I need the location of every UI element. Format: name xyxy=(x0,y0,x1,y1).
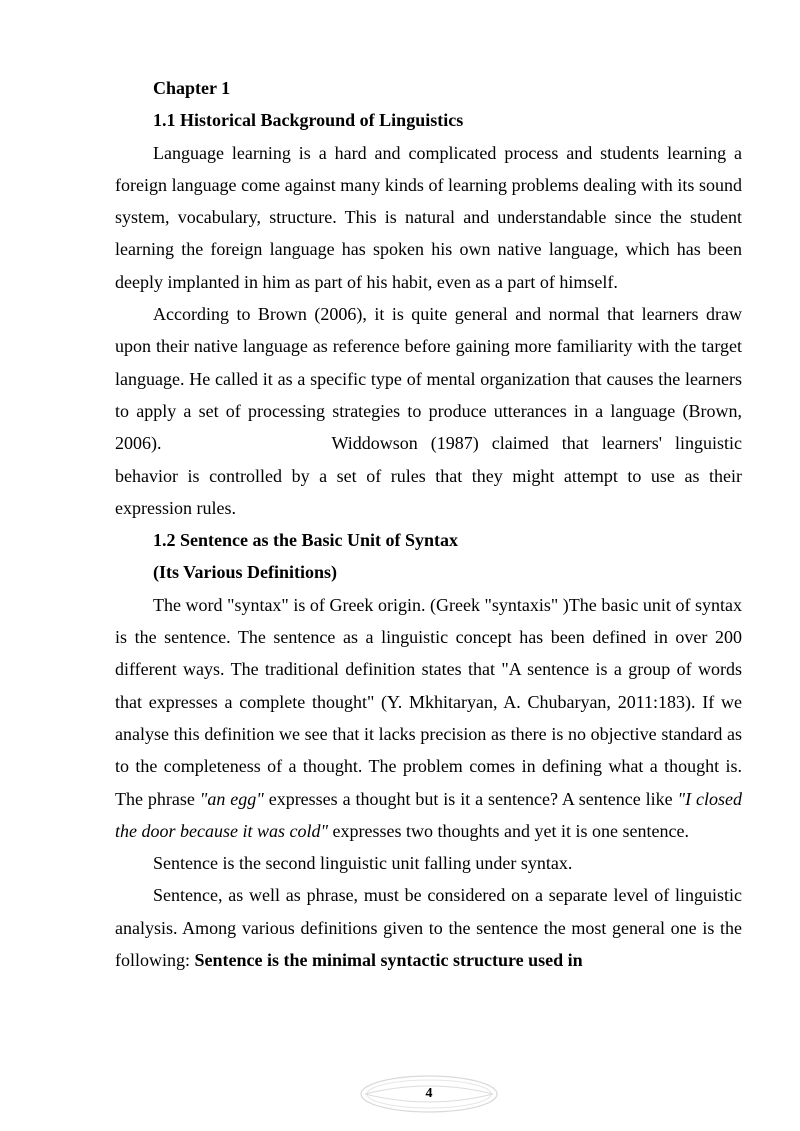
paragraph-3-part-2: expresses a thought but is it a sentence? A sentence like xyxy=(263,788,678,809)
section-2-heading: 1.2 Sentence as the Basic Unit of Syntax xyxy=(153,530,458,551)
paragraph-3-part-1: The word "syntax" is of Greek origin. (Greek "syntaxis" )The basic unit of syntax is the sentence. The sentence as a linguistic concept has been defined in over 200 different ways. The traditional definition states that "A sentence is a group of words that expresses a complete thought" (Y. Mkhitaryan, A. Chubaryan, 2011:183). If we analyse this definition we see that it lacks precision as there is no objective standard as to the completeness of a thought. The problem comes in defining what a thought is. The phrase xyxy=(115,594,742,809)
paragraph-2 xyxy=(115,298,742,524)
paragraph-3-italic-1: "an egg" xyxy=(199,788,264,809)
chapter-heading: Chapter 1 xyxy=(153,78,231,98)
section-1-heading: 1.1 Historical Background of Linguistics xyxy=(153,110,464,131)
paragraph-1: Language learning is a hard and complicated process and students learning a foreign language come against many kinds of learning problems dealing with its sound system, vocabulary, structure. This is natural and understandable since the student learning the foreign language has spoken his own native language, which has been deeply implanted in him as part of his habit, even as a part of himself. xyxy=(115,142,742,292)
page-number: 4 xyxy=(425,1086,433,1101)
paragraph-3-italic-2: "I closed the door because it was cold" xyxy=(115,788,742,841)
paragraph-2-part-2: Widdowson (1987) claimed that learners' linguistic behavior is controlled by a set of rules that they might attempt to use as their expression rules. xyxy=(115,433,742,518)
page-content xyxy=(115,72,742,976)
paragraph-3-part-3: expresses two thoughts and yet it is one sentence. xyxy=(328,820,689,841)
paragraph-2-part-1: According to Brown (2006), it is quite general and normal that learners draw upon their native language as reference before gaining more familiarity with the target language. He called it as a specific type of mental organization that causes the learners to apply a set of processing strategies to produce utterances in a language (Brown, 2006). xyxy=(115,304,742,454)
page-footer xyxy=(355,1070,503,1118)
paragraph-5 xyxy=(115,879,742,976)
paragraph-5-part-1: Sentence, as well as phrase, must be considered on a separate level of linguistic analysis. Among various definitions given to the sentence the most general one is the following: xyxy=(115,885,742,971)
section-2-subheading: (Its Various Definitions) xyxy=(153,562,338,583)
paragraph-4: Sentence is the second linguistic unit falling under syntax. xyxy=(153,853,573,874)
paragraph-3 xyxy=(115,589,742,847)
paragraph-5-bold: Sentence is the minimal syntactic structure used in xyxy=(194,950,583,971)
